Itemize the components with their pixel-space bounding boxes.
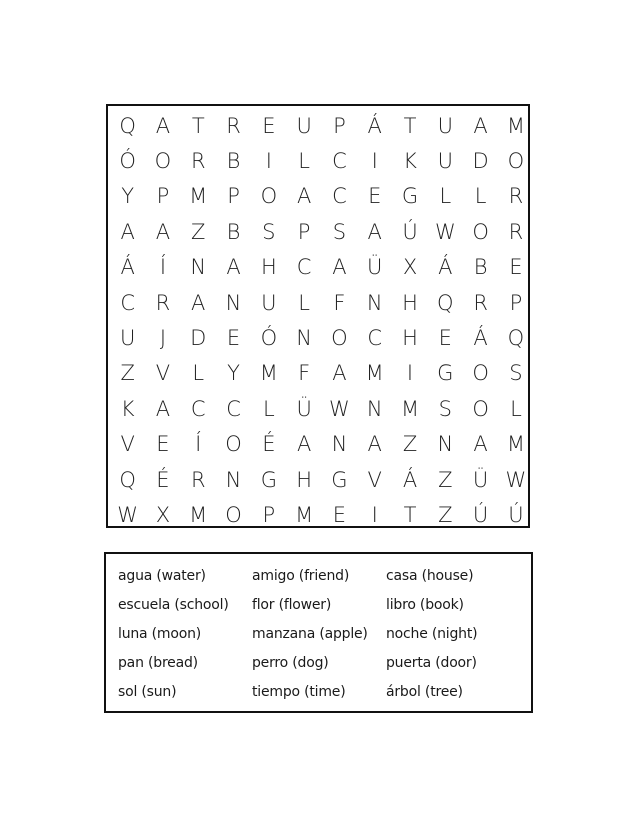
grid-letter[interactable]: U [437, 149, 453, 174]
grid-letter[interactable]: I [371, 149, 378, 174]
grid-letter[interactable]: T [403, 502, 417, 527]
grid-letter[interactable]: Q [507, 326, 525, 351]
grid-letter[interactable]: W [434, 219, 456, 244]
word-bank-item: casa (house) [386, 568, 474, 584]
grid-letter[interactable]: K [403, 149, 417, 174]
grid-letter[interactable]: T [403, 113, 417, 138]
grid-letter[interactable]: A [155, 113, 171, 138]
grid-letter[interactable]: P [262, 502, 276, 527]
grid-letter[interactable]: Á [402, 467, 418, 492]
grid-letter[interactable]: T [191, 113, 205, 138]
grid-letter[interactable]: A [367, 219, 382, 244]
grid-letter[interactable]: M [189, 502, 208, 527]
grid-letter[interactable]: W [329, 396, 350, 421]
grid-letter[interactable]: C [190, 396, 206, 421]
grid-letter[interactable]: G [437, 361, 454, 386]
grid-letter[interactable]: E [156, 432, 170, 457]
grid-letter[interactable]: R [508, 219, 524, 244]
grid-letter[interactable]: U [437, 113, 453, 138]
letter-grid [110, 108, 534, 533]
word-bank-item: pan (bread) [118, 655, 198, 671]
grid-letter[interactable]: S [438, 396, 452, 421]
grid-letter[interactable]: O [225, 432, 242, 457]
grid-letter[interactable]: K [120, 396, 135, 421]
grid-letter[interactable]: R [155, 290, 171, 315]
grid-letter[interactable]: Ú [508, 502, 524, 527]
grid-letter[interactable]: H [296, 467, 313, 492]
word-bank-item: libro (book) [386, 597, 464, 613]
grid-letter[interactable]: L [474, 184, 487, 209]
grid-letter[interactable]: Á [473, 326, 488, 351]
grid-letter[interactable]: S [262, 219, 276, 244]
grid-letter[interactable]: G [401, 184, 419, 209]
grid-letter[interactable]: O [225, 502, 242, 527]
word-bank-frame [104, 552, 533, 713]
grid-letter[interactable]: Q [437, 290, 454, 315]
grid-letter[interactable]: C [296, 255, 312, 280]
grid-letter[interactable]: E [438, 326, 452, 351]
grid-letter[interactable]: C [332, 184, 347, 209]
grid-letter[interactable]: B [226, 219, 241, 244]
grid-letter[interactable]: M [259, 361, 278, 386]
grid-letter[interactable]: Z [191, 219, 206, 244]
grid-letter[interactable]: R [190, 149, 206, 174]
grid-letter[interactable]: L [298, 290, 310, 315]
grid-letter[interactable]: W [117, 502, 139, 527]
grid-letter[interactable]: I [406, 361, 414, 386]
word-bank-item: árbol (tree) [386, 684, 463, 700]
grid-letter[interactable]: D [190, 326, 207, 351]
grid-letter[interactable]: F [333, 290, 346, 315]
grid-letter[interactable]: Z [438, 502, 453, 527]
grid-letter[interactable]: C [332, 149, 347, 174]
grid-letter[interactable]: R [473, 290, 488, 315]
grid-letter[interactable]: M [506, 113, 525, 138]
grid-letter[interactable]: W [505, 467, 527, 492]
grid-letter[interactable]: G [331, 467, 348, 492]
grid-letter[interactable]: U [296, 113, 312, 138]
word-bank-item: manzana (apple) [252, 626, 368, 642]
grid-letter[interactable]: A [332, 361, 347, 386]
grid-letter[interactable]: O [260, 184, 278, 209]
grid-letter[interactable]: N [437, 432, 454, 457]
grid-letter[interactable]: Y [227, 361, 240, 386]
grid-letter[interactable]: N [225, 290, 242, 315]
grid-letter[interactable]: R [190, 467, 206, 492]
word-bank-item: amigo (friend) [252, 568, 350, 584]
grid-letter[interactable]: N [366, 290, 383, 315]
grid-letter[interactable]: R [508, 184, 524, 209]
grid-letter[interactable]: Q [119, 113, 136, 138]
grid-letter[interactable]: Í [195, 432, 202, 457]
grid-letter[interactable]: Z [120, 361, 135, 386]
grid-letter[interactable]: E [332, 502, 347, 527]
grid-letter[interactable]: L [192, 361, 205, 386]
grid-letter[interactable]: A [155, 396, 171, 421]
grid-letter[interactable]: N [190, 255, 207, 280]
grid-letter[interactable]: I [371, 502, 378, 527]
grid-letter[interactable]: C [120, 290, 135, 315]
grid-letter[interactable]: Ó [260, 326, 278, 351]
grid-letter[interactable]: N [225, 467, 242, 492]
grid-letter[interactable]: M [189, 184, 208, 209]
grid-letter[interactable]: M [365, 361, 384, 386]
grid-letter[interactable]: X [155, 502, 171, 527]
grid-letter[interactable]: V [155, 361, 171, 386]
grid-letter[interactable]: A [473, 432, 488, 457]
grid-letter[interactable]: Á [120, 255, 135, 280]
grid-letter[interactable]: N [366, 396, 383, 421]
grid-letter[interactable]: P [156, 184, 170, 209]
grid-letter[interactable]: C [367, 326, 383, 351]
word-bank-item: perro (dog) [252, 655, 329, 671]
grid-letter[interactable]: O [331, 326, 348, 351]
word-bank-item: flor (flower) [252, 597, 332, 613]
grid-letter[interactable]: B [473, 255, 488, 280]
grid-letter[interactable]: A [191, 290, 206, 315]
grid-letter[interactable]: O [507, 149, 525, 174]
grid-letter[interactable]: P [333, 113, 346, 138]
grid-letter[interactable]: J [159, 326, 167, 351]
grid-letter[interactable]: A [120, 219, 135, 244]
grid-letter[interactable]: U [261, 290, 277, 315]
grid-letter[interactable]: M [506, 432, 525, 457]
grid-letter[interactable]: E [368, 184, 382, 209]
grid-letter[interactable]: F [298, 361, 311, 386]
grid-letter[interactable]: A [296, 184, 312, 209]
grid-letter[interactable]: C [226, 396, 241, 421]
grid-letter[interactable]: A [473, 113, 488, 138]
grid-letter[interactable]: A [367, 432, 382, 457]
grid-letter[interactable]: Á [367, 113, 382, 138]
grid-letter[interactable]: A [155, 219, 171, 244]
grid-letter[interactable]: P [227, 184, 240, 209]
grid-letter[interactable]: E [226, 326, 241, 351]
grid-letter[interactable]: A [296, 432, 312, 457]
grid-letter[interactable]: Ú [472, 502, 489, 527]
grid-letter[interactable]: N [331, 432, 348, 457]
grid-letter[interactable]: Y [121, 184, 135, 209]
grid-letter[interactable]: D [472, 149, 489, 174]
grid-letter[interactable]: B [226, 149, 241, 174]
grid-letter[interactable]: U [119, 326, 136, 351]
grid-letter[interactable]: E [262, 113, 276, 138]
grid-letter[interactable]: Ü [472, 467, 489, 492]
grid-letter[interactable]: H [402, 290, 418, 315]
word-bank-item: escuela (school) [118, 597, 229, 613]
grid-letter[interactable]: A [332, 255, 347, 280]
word-bank-item: luna (moon) [118, 626, 202, 642]
grid-letter[interactable]: L [439, 184, 452, 209]
grid-letter[interactable]: S [509, 361, 523, 386]
grid-letter[interactable]: Z [402, 432, 418, 457]
grid-letter[interactable]: I [265, 149, 272, 174]
letter-grid-frame [106, 104, 530, 528]
word-bank-item: puerta (door) [386, 655, 477, 671]
grid-letter[interactable]: O [472, 396, 489, 421]
grid-letter[interactable]: Ó [119, 149, 136, 174]
grid-letter[interactable]: P [297, 219, 311, 244]
grid-letter[interactable]: R [226, 113, 241, 138]
grid-letter[interactable]: N [296, 326, 312, 351]
grid-letter[interactable]: Ü [296, 396, 312, 421]
word-bank-item: agua (water) [118, 568, 206, 584]
grid-letter[interactable]: Ü [367, 255, 383, 280]
grid-letter[interactable]: P [509, 290, 523, 315]
grid-letter[interactable]: L [510, 396, 522, 421]
grid-letter[interactable]: S [332, 219, 347, 244]
grid-letter[interactable]: H [402, 326, 418, 351]
grid-letter[interactable]: Q [119, 467, 136, 492]
grid-letter[interactable]: O [472, 361, 489, 386]
grid-letter[interactable]: E [509, 255, 523, 280]
word-bank-item: noche (night) [386, 626, 478, 642]
grid-letter[interactable]: O [154, 149, 172, 174]
word-bank-item: tiempo (time) [252, 684, 346, 700]
grid-letter[interactable]: É [156, 467, 170, 492]
grid-letter[interactable]: É [262, 432, 276, 457]
grid-letter[interactable]: V [120, 432, 135, 457]
grid-letter[interactable]: Ú [402, 219, 418, 244]
word-bank-item: sol (sun) [118, 684, 177, 700]
grid-letter[interactable]: H [260, 255, 277, 280]
grid-letter[interactable]: O [472, 219, 489, 244]
grid-letter[interactable]: L [262, 396, 275, 421]
grid-letter[interactable]: M [295, 502, 314, 527]
grid-letter[interactable]: V [367, 467, 382, 492]
grid-letter[interactable]: Z [438, 467, 453, 492]
grid-letter[interactable]: A [226, 255, 241, 280]
grid-letter[interactable]: L [298, 149, 310, 174]
grid-letter[interactable]: M [400, 396, 420, 421]
grid-letter[interactable]: G [260, 467, 277, 492]
grid-letter[interactable]: X [402, 255, 418, 280]
grid-letter[interactable]: Í [159, 255, 167, 280]
grid-letter[interactable]: Á [438, 255, 453, 280]
word-bank [118, 562, 520, 707]
